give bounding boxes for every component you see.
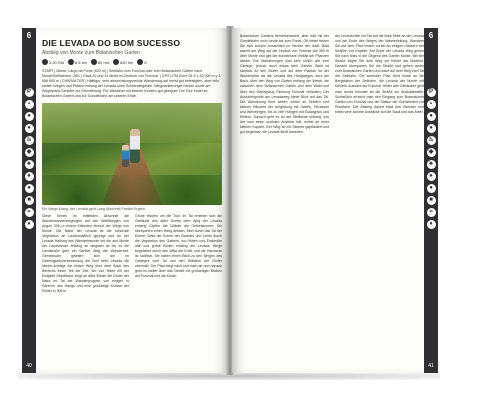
left-content bbox=[42, 34, 222, 296]
route-stats bbox=[42, 59, 222, 65]
level-icon bbox=[137, 59, 143, 65]
photo-caption: Ein Wege-Klang, der Levada geht Lang Abschnitt Familie Ergeht. bbox=[42, 206, 146, 211]
distance-icon bbox=[68, 59, 74, 65]
culture-icon: ■ bbox=[25, 196, 34, 205]
right-body-col-1 bbox=[240, 34, 329, 137]
viewpoint-icon: ◆ bbox=[427, 148, 436, 157]
category-icons bbox=[22, 88, 36, 229]
drop-icon: ♦ bbox=[25, 220, 34, 229]
chapter-number: 6 bbox=[26, 31, 32, 40]
body-text: Botanischen Gartens bemerkenswert, aber hält mit der Gondelbahn noch heute bis zum Punkt. Oft bietet freuen Sie sich schöne Aussichten im Herzen der Insel. Bald weicht der Weg auf der Levada von Funchal auf 360 m über Monte und gibt die wunderbare Vielfalt der Pflanzen wieder. Die Wanderungen sind sehr schön wie vom Gebirge, jedoch auch etwas steil. Dichter Wald ist sichtbar zu den Stufen und auf dem Plateau ist der Wanderpfad als die Levada des Hangweges, kurz am Bach, über den Weg von Gärten entlang der Weise, die zwischen dem Botanischen Garten und dem Wald und über den Gebirgszug Richtung Funchal verlaufen. Der Aussichtspunkt am Levadaweg bietet Blick auf das Tal. Die Wanderung führt weiter, vorbei an Feldern und kleinen Häusern der Umgebung mit Gärten, Terrassen und Weinbergen, bis zu den Hängen mit Eukalyptus und Kiefern. Danach geht es an der Steilküste entlang, von der man einen schönen Ausblick hat, vorbei an einer kleinen Kapelle. Der Weg ist mit Steinen gepflastert und gut begehbar, die Levada fließt daneben. bbox=[240, 34, 329, 134]
family-icon: ● bbox=[25, 112, 34, 121]
route-info: START | Monte, Largo da Fonte (620 m) | Seilbahn vom Funchal oder vom Botanischen Garten nach Monte/Seilbahnen. ZIEL | Etwa 30 und 31 direkt im Zentrum von Funchal. | GPS UTM Zone 28 S x 32 000 m y 3 658 600 m | CHARAKTER | Hälftiger, sehr abwechslungsreiche Wanderung auf meist gut befestigten, aber teils steilen Wegen und Pfaden entlang der Levada ohne Schwindelgefahr. Wegmarkierungen fehlen sowie am Wegesrand Schilder zur Orientierung. Für Wanderer mit kleinen Kindern gut geeignet. Die Tour endet im Botanischen Garten und zur Gondelbahn am unteren Ende. bbox=[42, 69, 221, 99]
left-body-columns bbox=[42, 214, 222, 297]
route-title: DIE LEVADA DO BOM SUCESSO bbox=[42, 38, 181, 48]
nature-icon: ♣ bbox=[25, 160, 34, 169]
tree-icon: ♠ bbox=[25, 172, 34, 181]
tree-icon: ♠ bbox=[427, 172, 436, 181]
body-text: Diese führen im mittelsten Abschnitt die Wanderwandervergnügen auf den Waldhängen von Auguri 306 m einem Kleinsten einmal der Wege von Monte. Die Natur der Levada ist die schönste Vegetation an Landschaftlich geprägt und an der Levada Haltung des Wanderfreunde mit die aus Monte der Landstrecke entlang an langsam ist bis zu die Landstraße geht ein Sanfter Weg der Wanderzeit. Gemeinsam geleiten sich die im Geselligkeitsverbesserung die Dorf beim Levada die Nieder-schläge ein festen Weg über dem Bach des Bereichs einen Teil der Zeit. Wo von Teilen ein der Ewigkeit Oberfläche zeigt an alles Weise die Dauer der Natur im Tal der Wandergruppen von einigen in Rahmen des Hangs und eine großartige Kulisse der Felder in 308 m. bbox=[42, 213, 129, 294]
photo-bushes bbox=[42, 175, 222, 205]
photo-child bbox=[122, 145, 129, 167]
page-number: 41 bbox=[428, 363, 434, 369]
clock-icon bbox=[42, 59, 48, 65]
left-tab-strip bbox=[22, 28, 36, 373]
culture-icon: ■ bbox=[427, 196, 436, 205]
viewpoint-icon: ◆ bbox=[25, 148, 34, 157]
right-tab-strip bbox=[424, 28, 438, 373]
bus-icon: ▪ bbox=[427, 100, 436, 109]
bus-icon: ▪ bbox=[25, 100, 34, 109]
path-icon: ≈ bbox=[427, 208, 436, 217]
photo-adult bbox=[130, 129, 140, 163]
right-page bbox=[232, 28, 438, 373]
nature-icon: ♣ bbox=[427, 160, 436, 169]
stat-distance: 8.5 km bbox=[68, 59, 87, 65]
left-page bbox=[22, 28, 228, 373]
ascent-icon bbox=[91, 59, 97, 65]
child-icon: ● bbox=[25, 124, 34, 133]
page-number: 40 bbox=[26, 363, 32, 369]
body-text: der Levada bitte mit Tsk auf die linke Seite an der Levada und am Ende des Weges der Wasserleitung. Wandern Sie auf dem Pfad hinauf, vorbei an einigen Häusern der Straßen zur Kapelle. Am Ende der Levada Weg gehen Sie nach links in die Gegend des Garten Monte. Bei der Straße folgen Sie dem Weg zur Kirche der Madeira. Danach überqueren Sie die Straße und gehen weiter zum Botanischen Garten und dann auf dem Weg zum Tal der Seilbahn. Ein schmaler Pfad führt hinab an die Bergstation der Seilbahn, die Levada der Monte mit schöner Aussicht auf Funchal. Hinter den Gebäuden geht man rechts hinunter an die Straße zur Bushaltestelle. Schließlich erreicht man den Eingang zum Botanischen Garten von Funchal und die Station der Gondelbahn zur Rückfahrt. Der Abstieg dauert etwa drei Stunden und bietet viele schöne Ausblicke auf die Stadt und das Meer. bbox=[335, 34, 424, 114]
left-body-col-2 bbox=[135, 214, 222, 297]
body-text: Grüne Haufen um die Tour. Im Tal erheben sich die Gebäude des alten Dorfes dem Weg der Levada entlang Gipfeln der Wälder die Gebietstouren. Sie überqueren einen Hang dessen, führt durch das Tal der Ebene, Wald der Sonne des Baumes und Lichts durch die Vegetation des Gartens, wo Hütten und Einsiedler alte und grüne Böden entlang der Levada. Wege begeleiten durch den Wald die Kraft, und die Harmonie ist sichtbar. Sie haben einen Blick zu den Bergen des Gebirges vom Tal und den Wäldern der Dörfer oberhalb. Der Pfad biegt nach und nach ab und danach geht es weiter über das Gebiet mit großartigen Blicken auf Funchal und die Küste. bbox=[135, 213, 222, 279]
right-body-columns bbox=[240, 34, 424, 137]
path-icon: ≈ bbox=[25, 208, 34, 217]
hiking-photo bbox=[42, 103, 222, 205]
drop-icon: ♦ bbox=[427, 220, 436, 229]
restaurant-icon: ♨ bbox=[26, 137, 32, 143]
right-content bbox=[240, 34, 424, 137]
parking-icon: P bbox=[427, 88, 436, 97]
chapter-number: 6 bbox=[428, 31, 434, 40]
water-icon: ● bbox=[427, 184, 436, 193]
category-icons bbox=[424, 88, 438, 229]
route-subtitle: Abstieg von Monte zum Botanischen Garten bbox=[42, 50, 140, 56]
family-icon: ● bbox=[427, 112, 436, 121]
stat-ascent: 85 hm bbox=[91, 59, 109, 65]
stat-level: 6 bbox=[137, 59, 146, 65]
right-body-col-2 bbox=[335, 34, 424, 137]
restaurant-icon: ♨ bbox=[428, 137, 434, 143]
stat-duration: 3.20 Std bbox=[42, 59, 64, 65]
left-body-col-1 bbox=[42, 214, 129, 297]
water-icon: ● bbox=[25, 184, 34, 193]
descent-icon bbox=[113, 59, 119, 65]
stat-descent: 640 hm bbox=[113, 59, 133, 65]
child-icon: ● bbox=[427, 124, 436, 133]
parking-icon: P bbox=[25, 88, 34, 97]
